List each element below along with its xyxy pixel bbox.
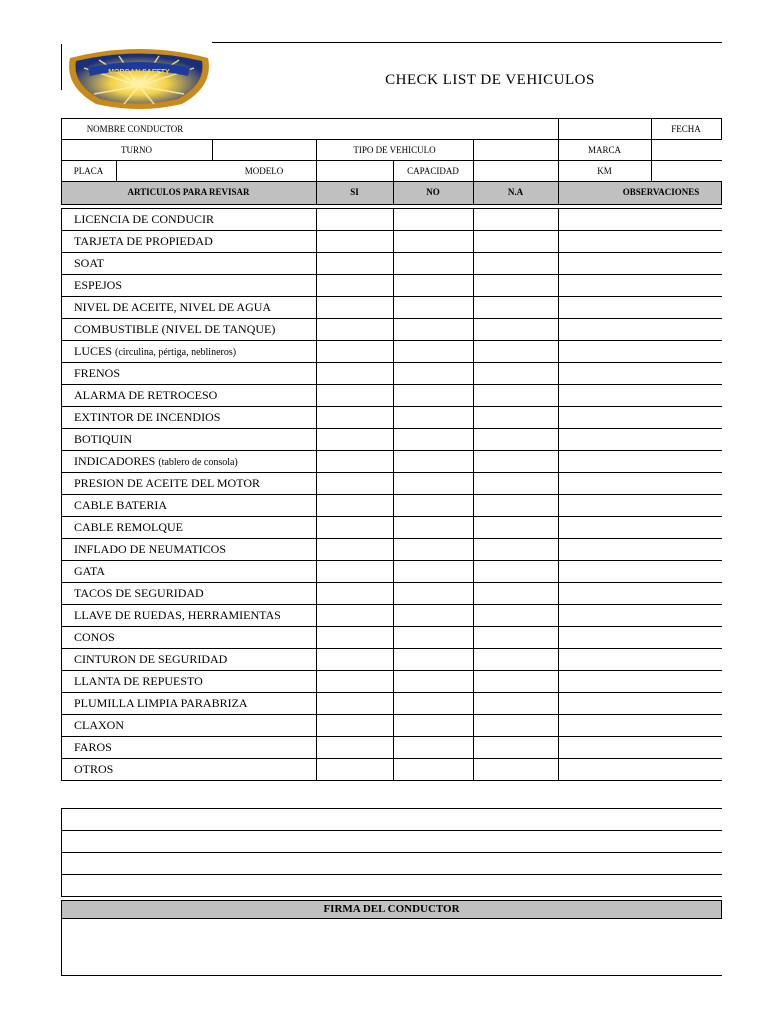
checklist-item-label: LLANTA DE REPUESTO [74,674,203,688]
checklist-item [74,212,214,227]
logo-text: MORGAN SAFETY [108,69,170,76]
check-cell-na[interactable] [473,582,558,604]
checklist-item-label: ESPEJOS [74,278,123,292]
check-cell-na[interactable] [473,472,558,494]
checklist-item-label: PLUMILLA LIMPIA PARABRIZA [74,696,248,710]
check-cell-si[interactable] [316,318,393,340]
check-cell-obs[interactable] [558,296,722,318]
check-cell-no[interactable] [393,274,473,296]
check-cell-no[interactable] [393,736,473,758]
check-cell-no[interactable] [393,252,473,274]
check-cell-na[interactable] [473,340,558,362]
checklist-item-label: FAROS [74,740,112,754]
checklist-item-label: FRENOS [74,366,121,380]
check-cell-obs[interactable] [558,230,722,252]
col-si: SI [350,187,359,197]
check-cell-si[interactable] [316,736,393,758]
check-cell-obs[interactable] [558,406,722,428]
checklist-item [74,762,113,777]
check-cell-na[interactable] [473,648,558,670]
check-cell-obs[interactable] [558,538,722,560]
checklist-item [74,630,115,645]
check-cell-si[interactable] [316,274,393,296]
checklist-item-note: (circulina, pértiga, neblineros) [115,347,237,358]
check-cell-obs[interactable] [558,428,722,450]
check-cell-si[interactable] [316,604,393,626]
check-cell-obs[interactable] [558,516,722,538]
check-cell-obs[interactable] [558,582,722,604]
firma-box-bottom [61,975,722,976]
top-left-edge [61,44,62,90]
checklist-item-label: SOAT [74,256,105,270]
check-cell-no[interactable] [393,428,473,450]
check-cell-si[interactable] [316,252,393,274]
capacidad-label: CAPACIDAD [407,166,459,176]
checklist-item [74,564,105,579]
check-cell-obs[interactable] [558,362,722,384]
check-cell-obs[interactable] [558,714,722,736]
checklist-item [74,520,183,535]
check-cell-na[interactable] [473,384,558,406]
checklist-item [74,322,275,337]
check-cell-no[interactable] [393,494,473,516]
check-cell-si[interactable] [316,230,393,252]
checklist-item [74,432,132,447]
check-cell-si[interactable] [316,494,393,516]
check-cell-obs[interactable] [558,736,722,758]
check-cell-na[interactable] [473,428,558,450]
checklist-item-label: LUCES [74,344,113,358]
top-rule [212,42,722,43]
checklist-item [74,740,112,755]
check-cell-obs[interactable] [558,472,722,494]
checklist-item [74,608,281,623]
checklist-item [74,476,260,491]
check-cell-no[interactable] [393,670,473,692]
checklist-item [74,498,167,513]
check-cell-na[interactable] [473,318,558,340]
checklist-item-label: GATA [74,564,106,578]
check-cell-no[interactable] [393,406,473,428]
check-cell-no[interactable] [393,758,473,780]
check-cell-no[interactable] [393,208,473,230]
checklist-item-label: INFLADO DE NEUMATICOS [74,542,226,556]
check-cell-no[interactable] [393,384,473,406]
check-cell-obs[interactable] [558,494,722,516]
checklist-item-label: COMBUSTIBLE (NIVEL DE TANQUE) [74,322,276,336]
check-cell-na[interactable] [473,406,558,428]
check-cell-no[interactable] [393,582,473,604]
check-cell-no[interactable] [393,692,473,714]
check-cell-si[interactable] [316,406,393,428]
check-cell-no[interactable] [393,296,473,318]
check-cell-obs[interactable] [558,604,722,626]
check-cell-na[interactable] [473,516,558,538]
check-cell-si[interactable] [316,670,393,692]
check-cell-no[interactable] [393,472,473,494]
check-cell-na[interactable] [473,538,558,560]
checklist-item-label: OTROS [74,762,114,776]
check-cell-obs[interactable] [558,626,722,648]
check-cell-no[interactable] [393,318,473,340]
check-cell-na[interactable] [473,274,558,296]
row-divider [61,780,722,781]
check-cell-si[interactable] [316,472,393,494]
checklist-item [74,278,122,293]
check-cell-no[interactable] [393,648,473,670]
check-cell-na[interactable] [473,208,558,230]
checklist-item-label: CABLE BATERIA [74,498,167,512]
check-cell-na[interactable] [473,626,558,648]
check-cell-no[interactable] [393,340,473,362]
checklist-item [74,388,217,403]
check-cell-no[interactable] [393,560,473,582]
checklist-item-label: ALARMA DE RETROCESO [74,388,218,402]
checklist-item [74,542,226,557]
checklist-item [74,256,104,271]
check-cell-obs[interactable] [558,274,722,296]
checklist-item [74,454,238,469]
checklist-item-note: (tablero de consola) [158,457,238,468]
check-cell-na[interactable] [473,758,558,780]
company-logo [64,46,214,110]
checklist-item-label: CINTURON DE SEGURIDAD [74,652,228,666]
check-cell-obs[interactable] [558,670,722,692]
col-na: N.A [507,187,524,197]
check-cell-si[interactable] [316,648,393,670]
check-cell-no[interactable] [393,538,473,560]
col-no: NO [426,187,440,197]
page-title: CHECK LIST DE VEHICULOS [385,72,595,88]
checklist-item [74,652,227,667]
check-cell-si[interactable] [316,450,393,472]
turno-label: TURNO [121,145,152,155]
check-cell-obs[interactable] [558,758,722,780]
check-cell-na[interactable] [473,560,558,582]
col-observaciones: OBSERVACIONES [622,187,700,197]
fecha-label: FECHA [671,124,701,134]
check-cell-no[interactable] [393,450,473,472]
check-cell-na[interactable] [473,362,558,384]
checklist-item [74,366,120,381]
check-cell-si[interactable] [316,560,393,582]
checklist-item-label: LLAVE DE RUEDAS, HERRAMIENTAS [74,608,281,622]
check-cell-na[interactable] [473,714,558,736]
check-cell-si[interactable] [316,516,393,538]
check-cell-na[interactable] [473,296,558,318]
check-cell-si[interactable] [316,384,393,406]
check-cell-no[interactable] [393,714,473,736]
checklist-item [74,586,204,601]
checklist-item-label: TARJETA DE PROPIEDAD [74,234,213,248]
check-cell-obs[interactable] [558,692,722,714]
check-cell-na[interactable] [473,670,558,692]
check-cell-no[interactable] [393,362,473,384]
checklist-item [74,718,124,733]
check-cell-obs[interactable] [558,208,722,230]
checklist-item [74,344,236,359]
checklist-item-label: NIVEL DE ACEITE, NIVEL DE AGUA [74,300,272,314]
checklist-item-label: TACOS DE SEGURIDAD [74,586,204,600]
check-cell-na[interactable] [473,604,558,626]
placa-label: PLACA [73,166,104,176]
tipo-vehiculo-label: TIPO DE VEHICULO [353,145,436,155]
check-cell-si[interactable] [316,758,393,780]
checklist-item-label: CLAXON [74,718,124,732]
nombre-conductor-label: NOMBRE CONDUCTOR [86,124,184,134]
check-cell-si[interactable] [316,714,393,736]
check-cell-no[interactable] [393,604,473,626]
marca-label: MARCA [587,145,621,155]
checklist-item [74,674,203,689]
modelo-label: MODELO [244,166,284,176]
check-cell-na[interactable] [473,736,558,758]
checklist-item-label: BOTIQUIN [74,432,132,446]
firma-label: FIRMA DEL CONDUCTOR [323,903,460,915]
checklist-item [74,234,213,249]
check-cell-obs[interactable] [558,384,722,406]
check-cell-obs[interactable] [558,340,722,362]
firma-box-left [61,919,62,975]
check-cell-obs[interactable] [558,648,722,670]
checklist-item-label: EXTINTOR DE INCENDIOS [74,410,221,424]
checklist-item [74,300,271,315]
check-cell-obs[interactable] [558,560,722,582]
check-cell-si[interactable] [316,340,393,362]
check-cell-si[interactable] [316,208,393,230]
checklist-item-label: LICENCIA DE CONDUCIR [74,212,214,226]
check-cell-si[interactable] [316,692,393,714]
checklist-item [74,696,248,711]
checklist-item-label: CABLE REMOLQUE [74,520,183,534]
col-articulos: ARTICULOS PARA REVISAR [127,187,250,197]
check-cell-na[interactable] [473,252,558,274]
check-cell-obs[interactable] [558,450,722,472]
check-cell-no[interactable] [393,230,473,252]
check-cell-no[interactable] [393,626,473,648]
check-cell-si[interactable] [316,582,393,604]
check-cell-si[interactable] [316,538,393,560]
checklist-item [74,410,220,425]
check-cell-na[interactable] [473,230,558,252]
check-cell-obs[interactable] [558,318,722,340]
check-cell-na[interactable] [473,450,558,472]
checklist-item-label: INDICADORES [74,454,156,468]
checklist-item-label: CONOS [74,630,115,644]
check-cell-si[interactable] [316,626,393,648]
check-cell-si[interactable] [316,428,393,450]
check-cell-no[interactable] [393,516,473,538]
check-cell-obs[interactable] [558,252,722,274]
check-cell-si[interactable] [316,362,393,384]
check-cell-na[interactable] [473,494,558,516]
check-cell-na[interactable] [473,692,558,714]
km-label: KM [597,166,612,176]
check-cell-si[interactable] [316,296,393,318]
checklist-item-label: PRESION DE ACEITE DEL MOTOR [74,476,260,490]
